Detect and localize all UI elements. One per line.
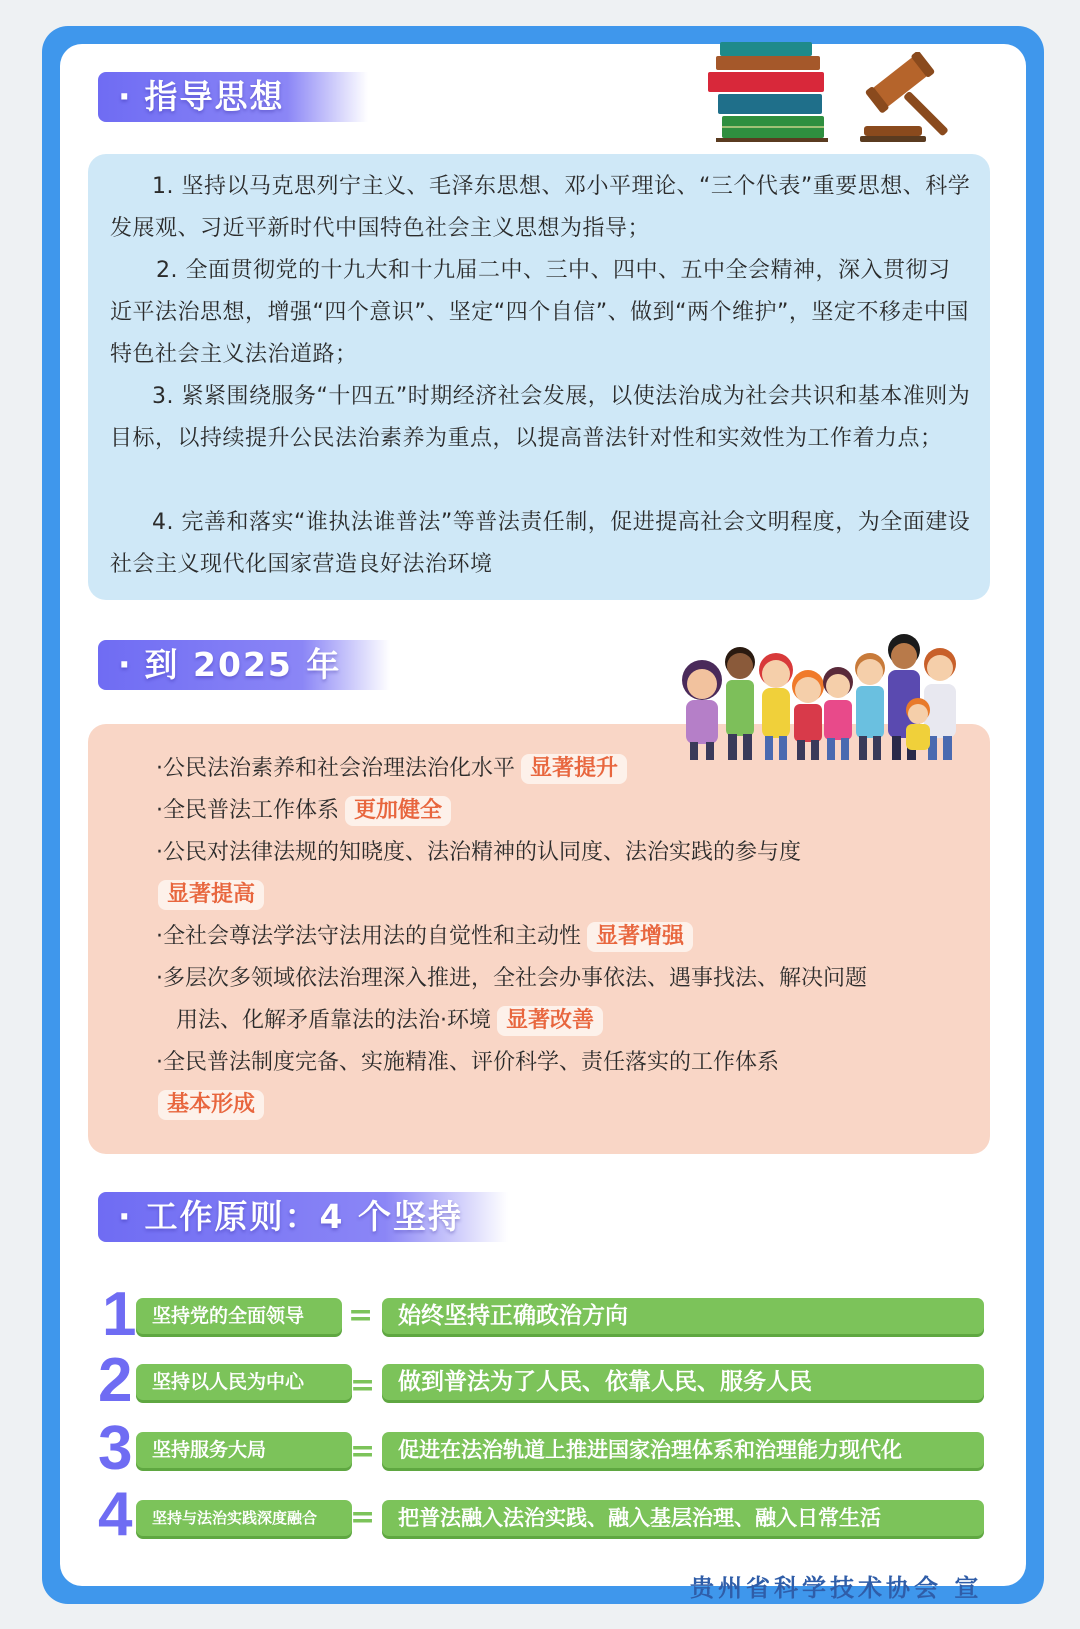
goal-highlight-6: 基本形成 [158, 1090, 264, 1120]
books-icon [708, 38, 838, 144]
principle-equals-1: = [348, 1298, 374, 1333]
principle-left-1: 坚持党的全面领导 [136, 1298, 342, 1334]
principle-left-4: 坚持与法治实践深度融合 [136, 1500, 352, 1536]
principle-equals-4: = [350, 1500, 376, 1535]
principle-number-3: 3 [98, 1414, 133, 1483]
principle-number-1: 1 [102, 1280, 137, 1349]
goal-item-3: ·公民对法律法规的知晓度、法治精神的认同度、法治实践的参与度 [156, 840, 801, 865]
goal-item-2: ·全民普法工作体系 更加健全 [156, 794, 451, 828]
principle-number-4: 4 [98, 1480, 133, 1549]
principle-number-2: 2 [98, 1346, 133, 1415]
principle-right-2: 做到普法为了人民、依靠人民、服务人民 [382, 1364, 984, 1400]
goal-highlight-4: 显著增强 [587, 922, 693, 952]
goal-item-5: ·多层次多领域依法治理深入推进，全社会办事依法、遇事找法、解决问题 [156, 966, 867, 991]
principle-right-4: 把普法融入法治实践、融入基层治理、融入日常生活 [382, 1500, 984, 1536]
principle-left-3: 坚持服务大局 [136, 1432, 352, 1468]
section-title-goals: · 到 2025 年 [98, 640, 390, 690]
gavel-icon [860, 52, 960, 144]
goal-highlight-2: 更加健全 [345, 796, 451, 826]
section-title-guiding: · 指导思想 [98, 72, 368, 122]
goal-item-6-highlight-row [156, 1088, 264, 1122]
goal-item-5-line-2: 用法、化解矛盾靠法的法治·环境 显著改善 [176, 1004, 603, 1038]
footer-publisher: 贵州省科学技术协会 宣 [690, 1573, 983, 1602]
principle-right-1: 始终坚持正确政治方向 [382, 1298, 984, 1334]
goal-item-1: ·公民法治素养和社会治理法治化水平 显著提升 [156, 752, 627, 786]
goal-item-3-highlight-row [156, 878, 264, 912]
goal-highlight-3: 显著提高 [158, 880, 264, 910]
guiding-paragraph-2: 2. 全面贯彻党的十九大和十九届二中、三中、四中、五中全会精神，深入贯彻习近平法治思想，增强“四个意识”、坚定“四个自信”、做到“两个维护”，坚定不移走中国特色社会主义法治道路； [110, 258, 969, 367]
goal-highlight-1: 显著提升 [521, 754, 627, 784]
goal-highlight-5: 显著改善 [497, 1006, 603, 1036]
guiding-paragraph-4: 4. 完善和落实“谁执法谁普法”等普法责任制，促进提高社会文明程度，为全面建设社会主义现代化国家营造良好法治环境 [110, 510, 971, 577]
principle-right-3: 促进在法治轨道上推进国家治理体系和治理能力现代化 [382, 1432, 984, 1468]
principle-equals-3: = [350, 1434, 376, 1469]
children-group-illustration [672, 628, 972, 764]
goal-item-4: ·全社会尊法学法守法用法的自觉性和主动性 显著增强 [156, 920, 693, 954]
guiding-paragraph-1: 1. 坚持以马克思列宁主义、毛泽东思想、邓小平理论、“三个代表”重要思想、科学发展观、习近平新时代中国特色社会主义思想为指导； [110, 174, 971, 241]
goal-item-6: ·全民普法制度完备、实施精准、评价科学、责任落实的工作体系 [156, 1050, 779, 1075]
principle-equals-2: = [350, 1368, 376, 1403]
section-title-principles: · 工作原则：4 个坚持 [98, 1192, 508, 1242]
guiding-paragraph-3: 3. 紧紧围绕服务“十四五”时期经济社会发展，以使法治成为社会共识和基本准则为目标，以持续提升公民法治素养为重点，以提高普法针对性和实效性为工作着力点； [110, 384, 971, 451]
principle-left-2: 坚持以人民为中心 [136, 1364, 352, 1400]
